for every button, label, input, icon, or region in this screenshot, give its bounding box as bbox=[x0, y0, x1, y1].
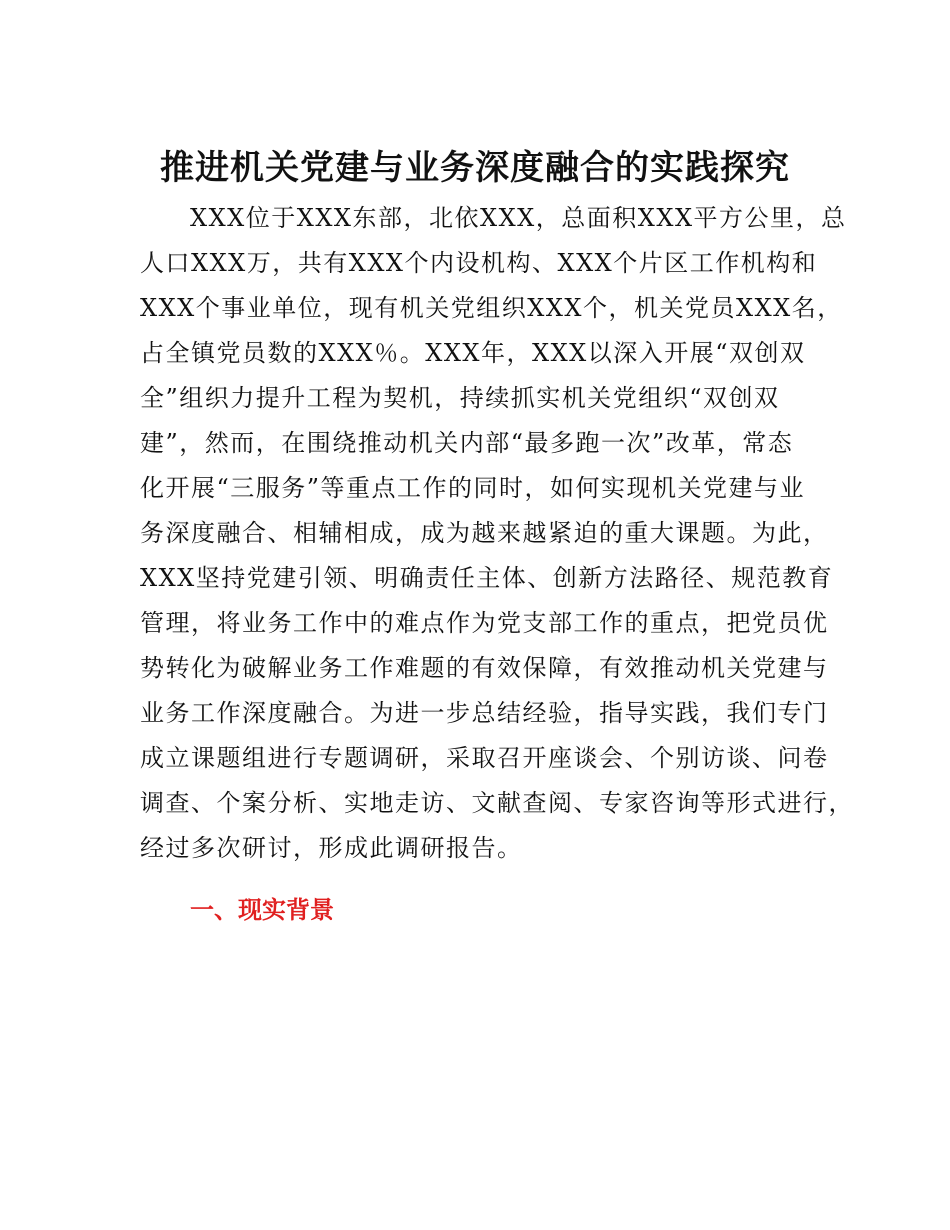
paragraph-line: 占全镇党员数的XXX％。XXX年，XXX以深入开展“双创双 bbox=[140, 339, 806, 367]
paragraph-line: 业务工作深度融合。为进一步总结经验，指导实践，我们专门 bbox=[140, 699, 829, 727]
paragraph-line: 管理，将业务工作中的难点作为党支部工作的重点，把党员优 bbox=[140, 609, 829, 637]
intro-paragraph bbox=[140, 196, 854, 871]
paragraph-line: XXX个事业单位，现有机关党组织XXX个，机关党员XXX名， bbox=[140, 294, 843, 322]
paragraph-line: 经过多次研讨，形成此调研报告。 bbox=[140, 834, 523, 862]
paragraph-line: 势转化为破解业务工作难题的有效保障，有效推动机关党建与 bbox=[140, 654, 829, 682]
section-heading: 一、现实背景 bbox=[190, 896, 334, 924]
document-title: 推进机关党建与业务深度融合的实践探究 bbox=[160, 148, 790, 188]
paragraph-line: 调查、个案分析、实地走访、文献查阅、专家咨询等形式进行， bbox=[140, 789, 854, 817]
paragraph-line: 务深度融合、相辅相成，成为越来越紧迫的重大课题。为此， bbox=[140, 519, 829, 547]
paragraph-line: 成立课题组进行专题调研，采取召开座谈会、个别访谈、问卷 bbox=[140, 744, 829, 772]
paragraph-line: 化开展“三服务”等重点工作的同时，如何实现机关党建与业 bbox=[140, 474, 806, 502]
paragraph-line: 全”组织力提升工程为契机，持续抓实机关党组织“双创双 bbox=[140, 384, 780, 412]
paragraph-line: 建”，然而，在围绕推动机关内部“最多跑一次”改革，常态 bbox=[140, 429, 794, 457]
paragraph-line: XXX位于XXX东部，北依XXX，总面积XXX平方公里，总 bbox=[190, 204, 847, 232]
paragraph-line: 人口XXX万，共有XXX个内设机构、XXX个片区工作机构和 bbox=[140, 249, 818, 277]
paragraph-line: XXX坚持党建引领、明确责任主体、创新方法路径、规范教育 bbox=[140, 564, 834, 592]
